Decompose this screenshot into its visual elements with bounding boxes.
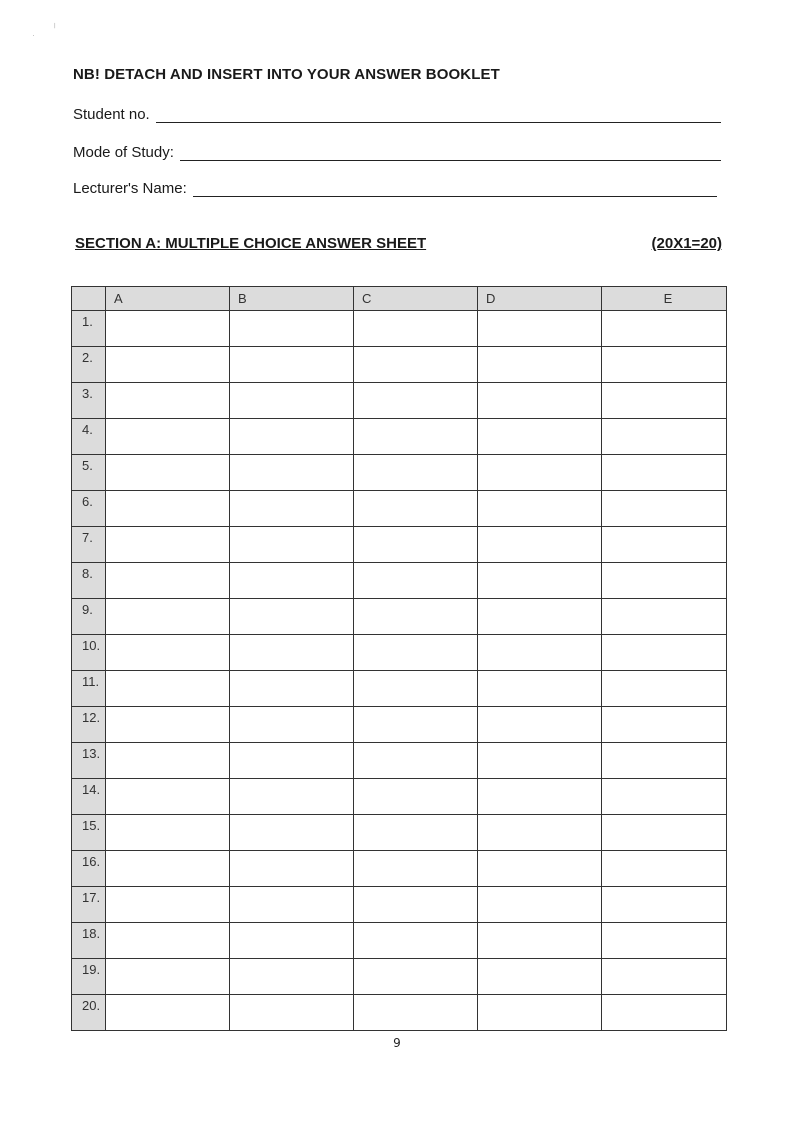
answer-cell-b[interactable] <box>230 419 354 455</box>
question-number: 3. <box>72 383 106 419</box>
answer-cell-a[interactable] <box>106 491 230 527</box>
answer-cell-d[interactable] <box>478 347 602 383</box>
question-number: 11. <box>72 671 106 707</box>
student-number-line[interactable] <box>156 107 721 123</box>
lecturer-name-field[interactable] <box>73 180 717 197</box>
answer-cell-a[interactable] <box>106 311 230 347</box>
answer-cell-d[interactable] <box>478 671 602 707</box>
answer-cell-d[interactable] <box>478 599 602 635</box>
mode-of-study-line[interactable] <box>180 145 721 161</box>
answer-cell-a[interactable] <box>106 707 230 743</box>
table-row <box>72 635 727 671</box>
answer-cell-c[interactable] <box>354 311 478 347</box>
corner-cell <box>72 287 106 311</box>
answer-cell-b[interactable] <box>230 527 354 563</box>
answer-cell-b[interactable] <box>230 563 354 599</box>
answer-cell-d[interactable] <box>478 383 602 419</box>
table-row <box>72 491 727 527</box>
header-row <box>72 287 727 311</box>
answer-cell-b[interactable] <box>230 491 354 527</box>
section-marks: (20X1=20) <box>651 235 722 252</box>
answer-cell-e[interactable] <box>602 707 727 743</box>
answer-cell-e[interactable] <box>602 347 727 383</box>
answer-cell-e[interactable] <box>602 419 727 455</box>
column-header-b: B <box>230 287 354 311</box>
answer-cell-c[interactable] <box>354 959 478 995</box>
answer-cell-b[interactable] <box>230 599 354 635</box>
mode-of-study-field[interactable] <box>73 144 721 161</box>
answer-cell-e[interactable] <box>602 599 727 635</box>
answer-cell-a[interactable] <box>106 995 230 1031</box>
table-row <box>72 419 727 455</box>
question-number: 10. <box>72 635 106 671</box>
answer-rows <box>72 311 727 1031</box>
question-number: 8. <box>72 563 106 599</box>
answer-cell-a[interactable] <box>106 599 230 635</box>
answer-cell-d[interactable] <box>478 707 602 743</box>
question-number: 5. <box>72 455 106 491</box>
answer-cell-c[interactable] <box>354 347 478 383</box>
table-row <box>72 743 727 779</box>
answer-cell-a[interactable] <box>106 851 230 887</box>
answer-cell-c[interactable] <box>354 887 478 923</box>
answer-cell-a[interactable] <box>106 527 230 563</box>
answer-cell-a[interactable] <box>106 455 230 491</box>
answer-cell-a[interactable] <box>106 347 230 383</box>
answer-cell-b[interactable] <box>230 707 354 743</box>
question-number: 14. <box>72 779 106 815</box>
answer-cell-c[interactable] <box>354 995 478 1031</box>
answer-cell-e[interactable] <box>602 995 727 1031</box>
detach-notice: NB! DETACH AND INSERT INTO YOUR ANSWER BOOKLET <box>73 66 500 83</box>
column-header-c: C <box>354 287 478 311</box>
answer-cell-e[interactable] <box>602 311 727 347</box>
table-row <box>72 455 727 491</box>
scan-artifact: · <box>32 30 35 40</box>
answer-cell-d[interactable] <box>478 419 602 455</box>
answer-cell-b[interactable] <box>230 671 354 707</box>
answer-cell-e[interactable] <box>602 851 727 887</box>
question-number: 7. <box>72 527 106 563</box>
answer-cell-e[interactable] <box>602 923 727 959</box>
answer-cell-d[interactable] <box>478 995 602 1031</box>
question-number: 17. <box>72 887 106 923</box>
question-number: 4. <box>72 419 106 455</box>
table-row <box>72 851 727 887</box>
answer-cell-e[interactable] <box>602 563 727 599</box>
answer-cell-d[interactable] <box>478 887 602 923</box>
section-heading <box>75 235 722 252</box>
scan-artifact: ╷ <box>52 18 58 28</box>
table-row <box>72 779 727 815</box>
column-header-d: D <box>478 287 602 311</box>
answer-cell-d[interactable] <box>478 563 602 599</box>
section-title: SECTION A: MULTIPLE CHOICE ANSWER SHEET <box>75 235 427 252</box>
student-number-label: Student no. <box>73 106 150 123</box>
answer-cell-e[interactable] <box>602 959 727 995</box>
answer-cell-a[interactable] <box>106 815 230 851</box>
answer-cell-d[interactable] <box>478 527 602 563</box>
answer-cell-d[interactable] <box>478 743 602 779</box>
answer-cell-a[interactable] <box>106 887 230 923</box>
answer-cell-d[interactable] <box>478 851 602 887</box>
answer-cell-a[interactable] <box>106 383 230 419</box>
answer-cell-c[interactable] <box>354 635 478 671</box>
answer-cell-c[interactable] <box>354 383 478 419</box>
table-row <box>72 563 727 599</box>
answer-cell-b[interactable] <box>230 311 354 347</box>
answer-cell-c[interactable] <box>354 563 478 599</box>
table-row <box>72 311 727 347</box>
column-header-e: E <box>602 287 727 311</box>
answer-cell-b[interactable] <box>230 887 354 923</box>
answer-cell-d[interactable] <box>478 923 602 959</box>
answer-cell-c[interactable] <box>354 851 478 887</box>
table-row <box>72 347 727 383</box>
answer-cell-b[interactable] <box>230 851 354 887</box>
mode-of-study-label: Mode of Study: <box>73 144 174 161</box>
question-number: 16. <box>72 851 106 887</box>
question-number: 20. <box>72 995 106 1031</box>
answer-cell-a[interactable] <box>106 923 230 959</box>
answer-cell-d[interactable] <box>478 635 602 671</box>
lecturer-name-line[interactable] <box>193 181 717 197</box>
answer-cell-b[interactable] <box>230 455 354 491</box>
answer-cell-e[interactable] <box>602 887 727 923</box>
table-row <box>72 707 727 743</box>
table-row <box>72 383 727 419</box>
question-number: 18. <box>72 923 106 959</box>
answer-cell-a[interactable] <box>106 743 230 779</box>
answer-cell-b[interactable] <box>230 815 354 851</box>
answer-cell-b[interactable] <box>230 743 354 779</box>
answer-cell-e[interactable] <box>602 743 727 779</box>
answer-cell-e[interactable] <box>602 671 727 707</box>
question-number: 12. <box>72 707 106 743</box>
answer-cell-c[interactable] <box>354 599 478 635</box>
answer-cell-c[interactable] <box>354 779 478 815</box>
answer-cell-c[interactable] <box>354 923 478 959</box>
answer-cell-b[interactable] <box>230 959 354 995</box>
answer-cell-d[interactable] <box>478 815 602 851</box>
question-number: 1. <box>72 311 106 347</box>
answer-cell-c[interactable] <box>354 707 478 743</box>
answer-cell-d[interactable] <box>478 779 602 815</box>
question-number: 19. <box>72 959 106 995</box>
table-row <box>72 959 727 995</box>
answer-cell-e[interactable] <box>602 815 727 851</box>
answer-cell-b[interactable] <box>230 923 354 959</box>
page-number: 9 <box>393 1036 401 1050</box>
table-row <box>72 527 727 563</box>
column-header-a: A <box>106 287 230 311</box>
answer-cell-d[interactable] <box>478 455 602 491</box>
answer-cell-a[interactable] <box>106 635 230 671</box>
student-number-field[interactable] <box>73 106 721 123</box>
answer-cell-b[interactable] <box>230 347 354 383</box>
answer-cell-e[interactable] <box>602 455 727 491</box>
table-row <box>72 815 727 851</box>
answer-cell-a[interactable] <box>106 419 230 455</box>
question-number: 2. <box>72 347 106 383</box>
question-number: 13. <box>72 743 106 779</box>
answer-cell-c[interactable] <box>354 671 478 707</box>
answer-cell-a[interactable] <box>106 563 230 599</box>
answer-cell-e[interactable] <box>602 779 727 815</box>
answer-cell-c[interactable] <box>354 455 478 491</box>
answer-grid <box>71 286 727 1031</box>
table-row <box>72 995 727 1031</box>
answer-cell-e[interactable] <box>602 635 727 671</box>
answer-cell-d[interactable] <box>478 491 602 527</box>
answer-cell-c[interactable] <box>354 743 478 779</box>
answer-cell-e[interactable] <box>602 491 727 527</box>
answer-cell-b[interactable] <box>230 635 354 671</box>
lecturer-name-label: Lecturer's Name: <box>73 180 187 197</box>
answer-cell-a[interactable] <box>106 779 230 815</box>
answer-cell-d[interactable] <box>478 959 602 995</box>
answer-cell-c[interactable] <box>354 419 478 455</box>
answer-cell-d[interactable] <box>478 311 602 347</box>
answer-cell-b[interactable] <box>230 779 354 815</box>
answer-cell-c[interactable] <box>354 491 478 527</box>
answer-cell-a[interactable] <box>106 671 230 707</box>
answer-cell-c[interactable] <box>354 815 478 851</box>
answer-cell-e[interactable] <box>602 527 727 563</box>
question-number: 9. <box>72 599 106 635</box>
table-row <box>72 599 727 635</box>
table-row <box>72 887 727 923</box>
answer-cell-e[interactable] <box>602 383 727 419</box>
question-number: 15. <box>72 815 106 851</box>
answer-cell-a[interactable] <box>106 959 230 995</box>
table-row <box>72 671 727 707</box>
answer-cell-c[interactable] <box>354 527 478 563</box>
answer-cell-b[interactable] <box>230 383 354 419</box>
table-row <box>72 923 727 959</box>
question-number: 6. <box>72 491 106 527</box>
answer-cell-b[interactable] <box>230 995 354 1031</box>
